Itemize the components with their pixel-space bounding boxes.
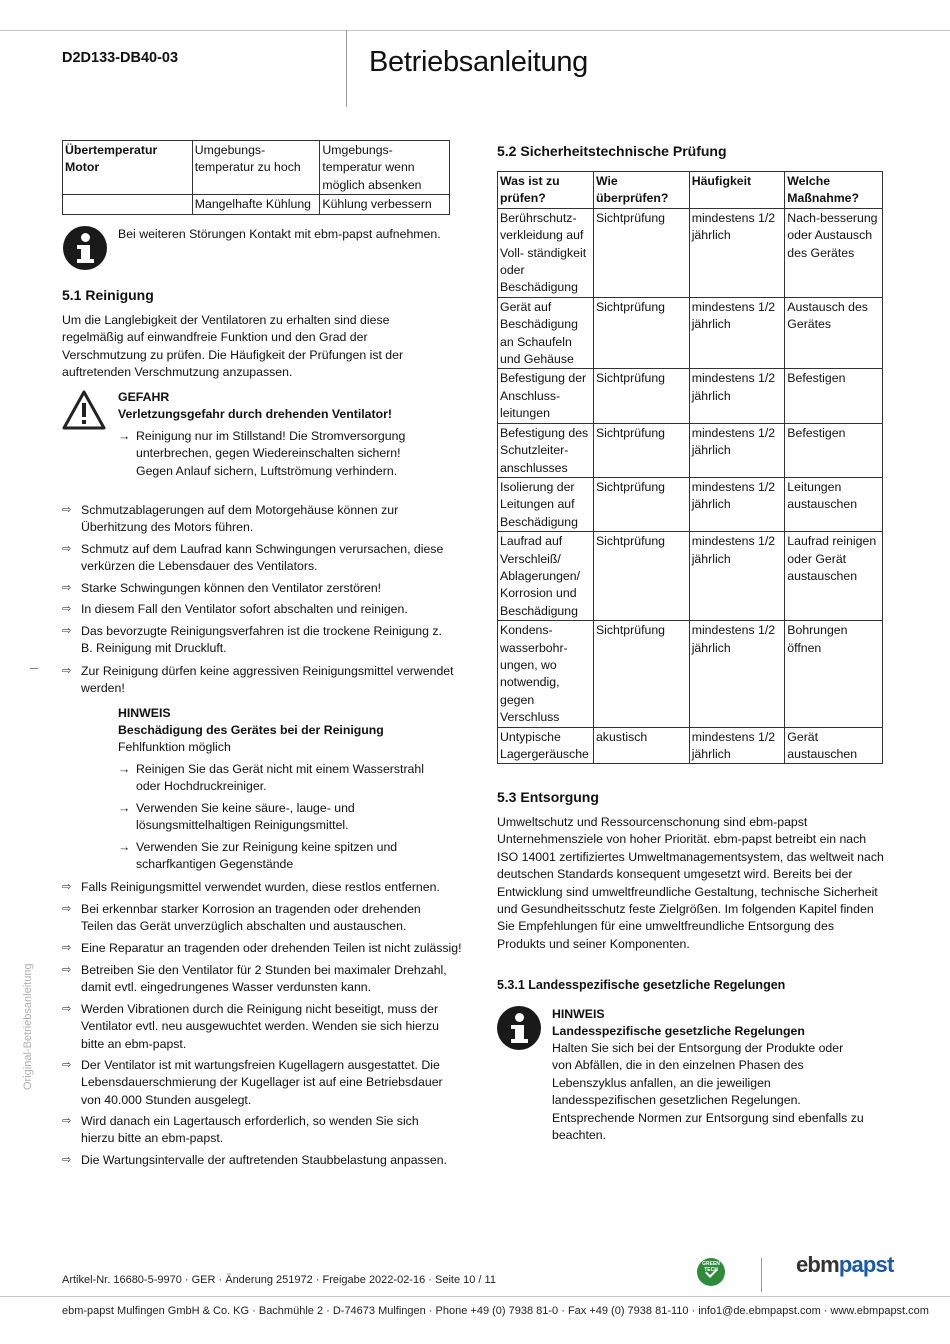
table-cell: Laufrad reinigen oder Gerät austauschen: [785, 532, 883, 621]
section-title-safety: 5.2 Sicherheitstechnische Prüfung: [497, 143, 727, 159]
side-label: Original-Betriebsanleitung: [22, 963, 34, 1090]
info-note: Bei weiteren Störungen Kontakt mit ebm-papst aufnehmen.: [118, 227, 441, 241]
notice-label: HINWEIS: [118, 706, 171, 720]
bullet-arrow-icon: ⇨: [62, 1003, 72, 1015]
bullet-arrow-icon: ⇨: [62, 942, 72, 954]
ebmpapst-logo: ebmpapst: [796, 1252, 894, 1277]
table-cell: Austausch des Gerätes: [785, 297, 883, 369]
bullet-arrow-icon: ⇨: [62, 603, 72, 615]
table-cell: Bohrungen öffnen: [785, 621, 883, 727]
fault-cell: Übertemperatur Motor: [63, 141, 193, 195]
footer-article: Artikel-Nr. 16680-5-9970 · GER · Änderung 251972 · Freigabe 2022-02-16 · Seite 10 / 11: [62, 1274, 496, 1286]
arrow-right-icon: →: [118, 801, 131, 815]
greentech-badge-icon: GREEN TECH: [697, 1258, 725, 1286]
disposal-text: Umweltschutz und Ressourcenschonung sind ebm-papst Unternehmensziele von hoher Priorität. ebm-papst betreibt ein nach ISO 14001 zertifiziertes Umweltmanagementsystem, das weltweit nach deutschen Standards konsequent umgesetzt wird. Bereits bei der Entwicklung sind umweltfreundliche Gestaltung, technische Sicherheit und Gesundheitsschutz feste Zielgrößen. Im folgenden Kapitel finden Sie Empfehlungen für eine umweltfreundliche Entsorgung des Produkts und seiner Komponenten.: [497, 815, 884, 951]
bullet-arrow-icon: ⇨: [62, 1115, 72, 1127]
table-cell: Untypische Lagergeräusche: [498, 727, 594, 764]
cause-cell: Mangelhafte Kühlung: [192, 195, 320, 214]
notice-item: → Reinigen Sie das Gerät nicht mit einem Wasserstrahl oder Hochdruckreiniger.: [118, 762, 424, 794]
table-cell: Gerät auf Beschädigung an Schaufeln und Gehäuse: [498, 297, 594, 369]
table-row: [498, 477, 883, 531]
table-cell: Befestigung des Schutzleiter-anschlusses: [498, 423, 594, 477]
list-item: ⇨ In diesem Fall den Ventilator sofort abschalten und reinigen.: [62, 601, 454, 618]
notice-item: → Verwenden Sie zur Reinigung keine spitzen und scharfkantigen Gegenstände: [118, 840, 398, 872]
document-title: Betriebsanleitung: [369, 46, 588, 78]
cause-cell: Umgebungs-temperatur zu hoch: [192, 141, 320, 195]
table-cell: Sichtprüfung: [593, 423, 689, 477]
table-cell: mindestens 1/2 jährlich: [689, 369, 785, 423]
info-icon: [63, 226, 107, 270]
margin-mark: [30, 668, 38, 669]
table-row: [63, 141, 450, 195]
table-cell: Nach-besserung oder Austausch des Gerätes: [785, 208, 883, 297]
bullet-arrow-icon: ⇨: [62, 582, 72, 594]
bullet-arrow-icon: ⇨: [62, 881, 72, 893]
remedy-cell: Umgebungs-temperatur wenn möglich absenken: [320, 141, 450, 195]
table-cell: Gerät austauschen: [785, 727, 883, 764]
notice-text: Halten Sie sich bei der Entsorgung der Produkte oder von Abfällen, die in den einzelnen Phasen des Lebenszyklus anfallen, an die jeweiligen landesspezifischen gesetzlichen Regelungen. Entsprechende Normen zur Entsorgung sind ebenfalls zu beachten.: [552, 1041, 864, 1143]
table-cell: Befestigung der Anschluss-leitungen: [498, 369, 594, 423]
list-item: ⇨ Schmutzablagerungen auf dem Motorgehäuse können zur Überhitzung des Motors führen.: [62, 503, 399, 535]
table-row: [498, 727, 883, 764]
info-icon: [497, 1006, 541, 1050]
table-cell: mindestens 1/2 jährlich: [689, 208, 785, 297]
table-cell: mindestens 1/2 jährlich: [689, 477, 785, 531]
table-cell: akustisch: [593, 727, 689, 764]
logo-separator: [761, 1258, 762, 1292]
column-header: Was ist zu prüfen?: [498, 172, 594, 209]
arrow-right-icon: →: [118, 429, 131, 443]
table-cell: Laufrad auf Verschleiß/ Ablagerungen/ Korrosion und Beschädigung: [498, 532, 594, 621]
header-separator: [346, 30, 347, 107]
table-row: [498, 369, 883, 423]
table-cell: Isolierung der Leitungen auf Beschädigung: [498, 477, 594, 531]
notice-title: Beschädigung des Gerätes bei der Reinigung: [118, 723, 384, 737]
table-cell: mindestens 1/2 jährlich: [689, 297, 785, 369]
list-item: ⇨ Schmutz auf dem Laufrad kann Schwingungen verursachen, diese verkürzen die Lebensdauer des Ventilators.: [62, 542, 444, 574]
table-row: [498, 297, 883, 369]
table-cell: mindestens 1/2 jährlich: [689, 727, 785, 764]
column-header: Wie überprüfen?: [593, 172, 689, 209]
list-item: ⇨ Das bevorzugte Reinigungsverfahren ist die trockene Reinigung z. B. Reinigung mit Druckluft.: [62, 624, 442, 656]
section-title-disposal: 5.3 Entsorgung: [497, 789, 599, 805]
table-cell: Sichtprüfung: [593, 477, 689, 531]
bullet-arrow-icon: ⇨: [62, 964, 72, 976]
table-cell: mindestens 1/2 jährlich: [689, 621, 785, 727]
table-cell: Sichtprüfung: [593, 532, 689, 621]
list-item: ⇨ Falls Reinigungsmittel verwendet wurden, diese restlos entfernen.: [62, 879, 454, 896]
section-title-cleaning: 5.1 Reinigung: [62, 287, 154, 303]
table-cell: Sichtprüfung: [593, 297, 689, 369]
table-header-row: [498, 172, 883, 209]
list-item: ⇨ Eine Reparatur an tragenden oder drehenden Teilen ist nicht zulässig!: [62, 940, 454, 957]
table-cell: mindestens 1/2 jährlich: [689, 423, 785, 477]
list-item: ⇨ Betreiben Sie den Ventilator für 2 Stunden bei maximaler Drehzahl, damit evtl. eingedrungenes Wasser verdunsten kann.: [62, 963, 447, 995]
arrow-right-icon: →: [118, 762, 131, 776]
bullet-arrow-icon: ⇨: [62, 1059, 72, 1071]
footer-company: ebm-papst Mulfingen GmbH & Co. KG · Bachmühle 2 · D-74673 Mulfingen · Phone +49 (0) 7938 81-0 · Fax +49 (0) 7938 81-110 · info1@de.ebmpapst.com · www.ebmpapst.com: [62, 1305, 929, 1317]
bullet-arrow-icon: ⇨: [62, 625, 72, 637]
footer-rule: [0, 1296, 950, 1297]
notice-item: → Verwenden Sie keine säure-, lauge- und lösungsmittelhaltigen Reinigungsmittel.: [118, 801, 355, 833]
bullet-arrow-icon: ⇨: [62, 543, 72, 555]
list-item: ⇨ Werden Vibrationen durch die Reinigung nicht beseitigt, muss der Ventilator evtl. neu ausgewuchtet werden. Wenden sie sich hierzu bitte an ebm-papst.: [62, 1002, 439, 1051]
safety-table: [497, 171, 883, 764]
table-row: [498, 621, 883, 727]
fault-table: [62, 140, 450, 215]
table-cell: Befestigen: [785, 423, 883, 477]
danger-title: Verletzungsgefahr durch drehenden Ventilator!: [118, 407, 392, 421]
bullet-arrow-icon: ⇨: [62, 903, 72, 915]
list-item: ⇨ Die Wartungsintervalle der auftretenden Staubbelastung anpassen.: [62, 1152, 454, 1169]
remedy-cell: Kühlung verbessern: [320, 195, 450, 214]
table-row: [498, 532, 883, 621]
list-item: ⇨ Starke Schwingungen können den Ventilator zerstören!: [62, 580, 454, 597]
cleaning-intro: Um die Langlebigkeit der Ventilatoren zu erhalten sind diese regelmäßig auf einwandfreie Funktion und den Grad der Verschmutzung zu prüfen. Die Häufigkeit der Prüfungen ist der auftretenden Verschmutzung anzupassen.: [62, 313, 404, 380]
bullet-arrow-icon: ⇨: [62, 504, 72, 516]
subsection-title: 5.3.1 Landesspezifische gesetzliche Regelungen: [497, 978, 786, 992]
warning-icon: [62, 390, 106, 430]
notice-subtitle: Fehlfunktion möglich: [118, 740, 231, 754]
column-header: Welche Maßnahme?: [785, 172, 883, 209]
table-row: [498, 208, 883, 297]
table-cell: Befestigen: [785, 369, 883, 423]
column-header: Häufigkeit: [689, 172, 785, 209]
table-cell: Sichtprüfung: [593, 369, 689, 423]
danger-label: GEFAHR: [118, 390, 170, 404]
header-rule: [0, 30, 950, 31]
notice-label: HINWEIS: [552, 1007, 605, 1021]
document-id: D2D133-DB40-03: [62, 50, 179, 66]
list-item: ⇨ Wird danach ein Lagertausch erforderlich, so wenden Sie sich hierzu bitte an ebm-papst.: [62, 1114, 419, 1146]
table-row: [63, 195, 450, 214]
table-cell: mindestens 1/2 jährlich: [689, 532, 785, 621]
table-cell: Kondens-wasserbohr-ungen, wo notwendig, gegen Verschluss: [498, 621, 594, 727]
table-cell: Berührschutz-verkleidung auf Voll- ständigkeit oder Beschädigung: [498, 208, 594, 297]
list-item: ⇨ Bei erkennbar starker Korrosion an tragenden oder drehenden Teilen das Gerät unverzüglich abschalten und austauschen.: [62, 902, 421, 934]
table-cell: Sichtprüfung: [593, 208, 689, 297]
bullet-arrow-icon: ⇨: [62, 665, 72, 677]
list-item: ⇨ Zur Reinigung dürfen keine aggressiven Reinigungsmittel verwendet werden!: [62, 664, 454, 696]
bullet-arrow-icon: ⇨: [62, 1154, 72, 1166]
notice-title: Landesspezifische gesetzliche Regelungen: [552, 1024, 805, 1038]
fault-cell: [63, 195, 193, 214]
table-cell: Leitungen austauschen: [785, 477, 883, 531]
table-row: [498, 423, 883, 477]
list-item: ⇨ Der Ventilator ist mit wartungsfreien Kugellagern ausgestattet. Die Lebensdauerschmierung der Kugellager ist auf eine Betriebsdauer von 40.000 Stunden ausgelegt.: [62, 1058, 443, 1107]
danger-instruction: → Reinigung nur im Stillstand! Die Stromversorgung unterbrechen, gegen Wiedereinschalten sichern! Gegen Anlauf sichern, Luftströmung verhindern.: [118, 429, 406, 478]
arrow-right-icon: →: [118, 840, 131, 854]
table-cell: Sichtprüfung: [593, 621, 689, 727]
